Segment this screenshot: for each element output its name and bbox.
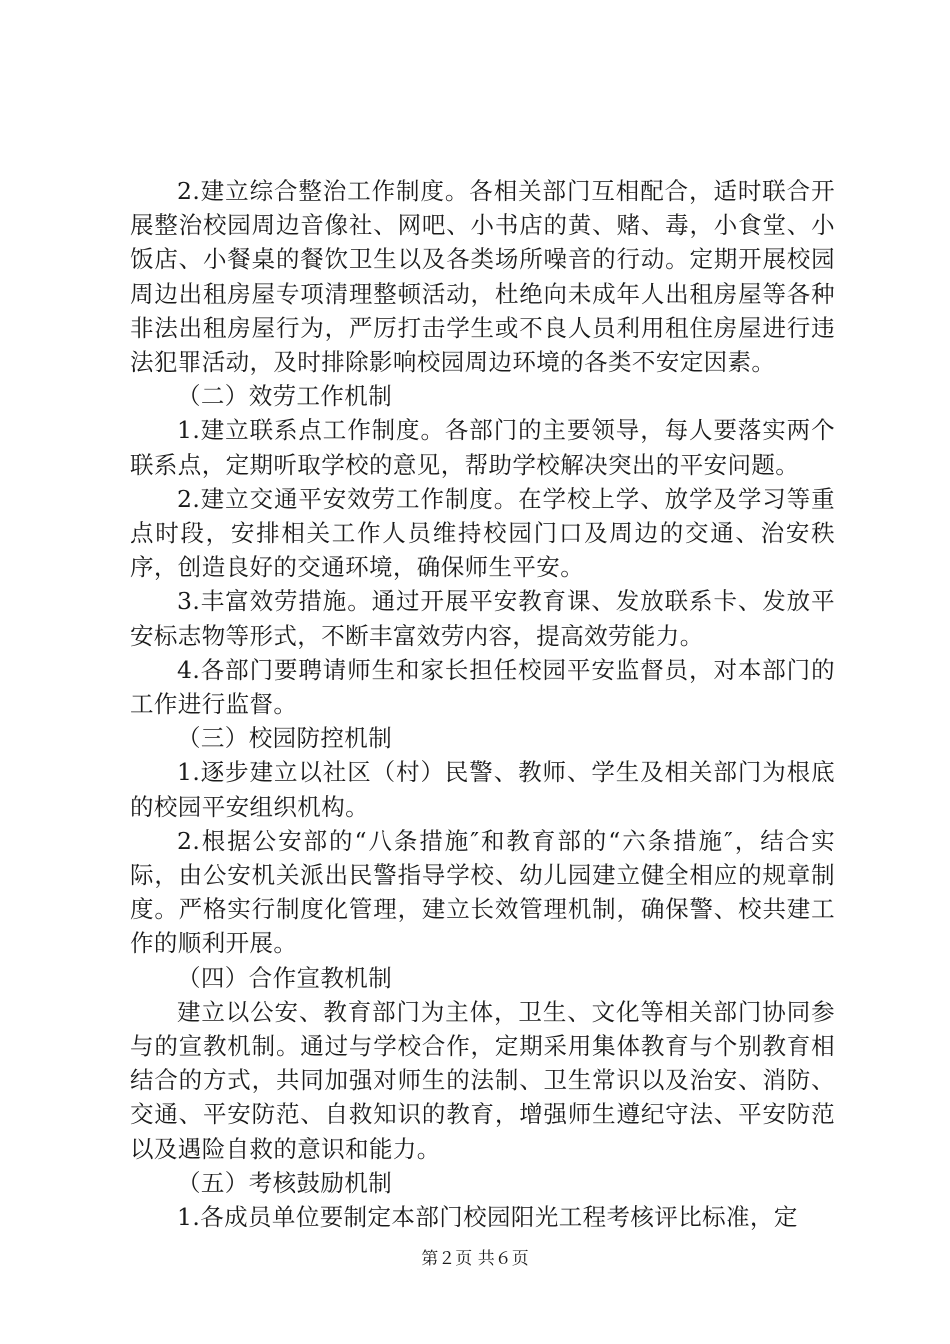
section-heading-assessment-incentive: （五）考核鼓励机制 [177,1168,393,1197]
page-number-footer: 第２页 共６页 [421,1249,529,1269]
paragraph-traffic-safety-service: 2.建立交通平安效劳工作制度。在学校上学、放学及学习等重点时段，安排相关工作人员维持校园门口及周边的交通、治安秩序，创造良好的交通环境，确保师生平安。 [130,484,835,582]
paragraph-safety-organization: 1.逐步建立以社区（村）民警、教师、学生及相关部门为根底的校园平安组织机构。 [130,758,835,821]
paragraph-measures-regulations: 2.根据公安部的“八条措施″和教育部的“六条措施″，结合实际，由公安机关派出民警指导学校、幼儿园建立健全相应的规章制度。严格实行制度化管理，建立长效管理机制，确保警、校共建工作的顺利开展。 [130,826,835,958]
paragraph-assessment-standards: 1.各成员单位要制定本部门校园阳光工程考核评比标准，定 [177,1203,798,1232]
section-heading-service-mechanism: （二）效劳工作机制 [177,382,393,411]
paragraph-safety-supervisors: 4.各部门要聘请师生和家长担任校园平安监督员，对本部门的工作进行监督。 [130,655,835,719]
paragraph-comprehensive-rectification: 2.建立综合整治工作制度。各相关部门互相配合，适时联合开展整治校园周边音像社、网吧、小书店的黄、赌、毒，小食堂、小饭店、小餐桌的餐饮卫生以及各类场所噪音的行动。定期开展校园周边出租房屋专项清理整顿活动，杜绝向未成年人出租房屋等各种非法出租房屋行为，严厉打击学生或不良人员利用租住房屋进行违法犯罪活动，及时排除影响校园周边环境的各类不安定因素。 [130,177,835,377]
section-heading-campus-prevention: （三）校园防控机制 [177,724,393,753]
document-body [130,174,835,1234]
paragraph-contact-point-system: 1.建立联系点工作制度。各部门的主要领导，每人要落实两个联系点，定期听取学校的意见，帮助学校解决突出的平安问题。 [130,416,835,479]
paragraph-education-mechanism: 建立以公安、教育部门为主体，卫生、文化等相关部门协同参与的宣教机制。通过与学校合作，定期采用集体教育与个别教育相结合的方式，共同加强对师生的法制、卫生常识以及治安、消防、交通、平安防范、自救知识的教育，增强师生遵纪守法、平安防范以及遇险自救的意识和能力。 [130,997,835,1163]
paragraph-enrich-service-measures: 3.丰富效劳措施。通过开展平安教育课、发放联系卡、发放平安标志物等形式，不断丰富效劳内容，提高效劳能力。 [130,587,835,650]
section-heading-cooperative-education: （四）合作宣教机制 [177,963,393,992]
